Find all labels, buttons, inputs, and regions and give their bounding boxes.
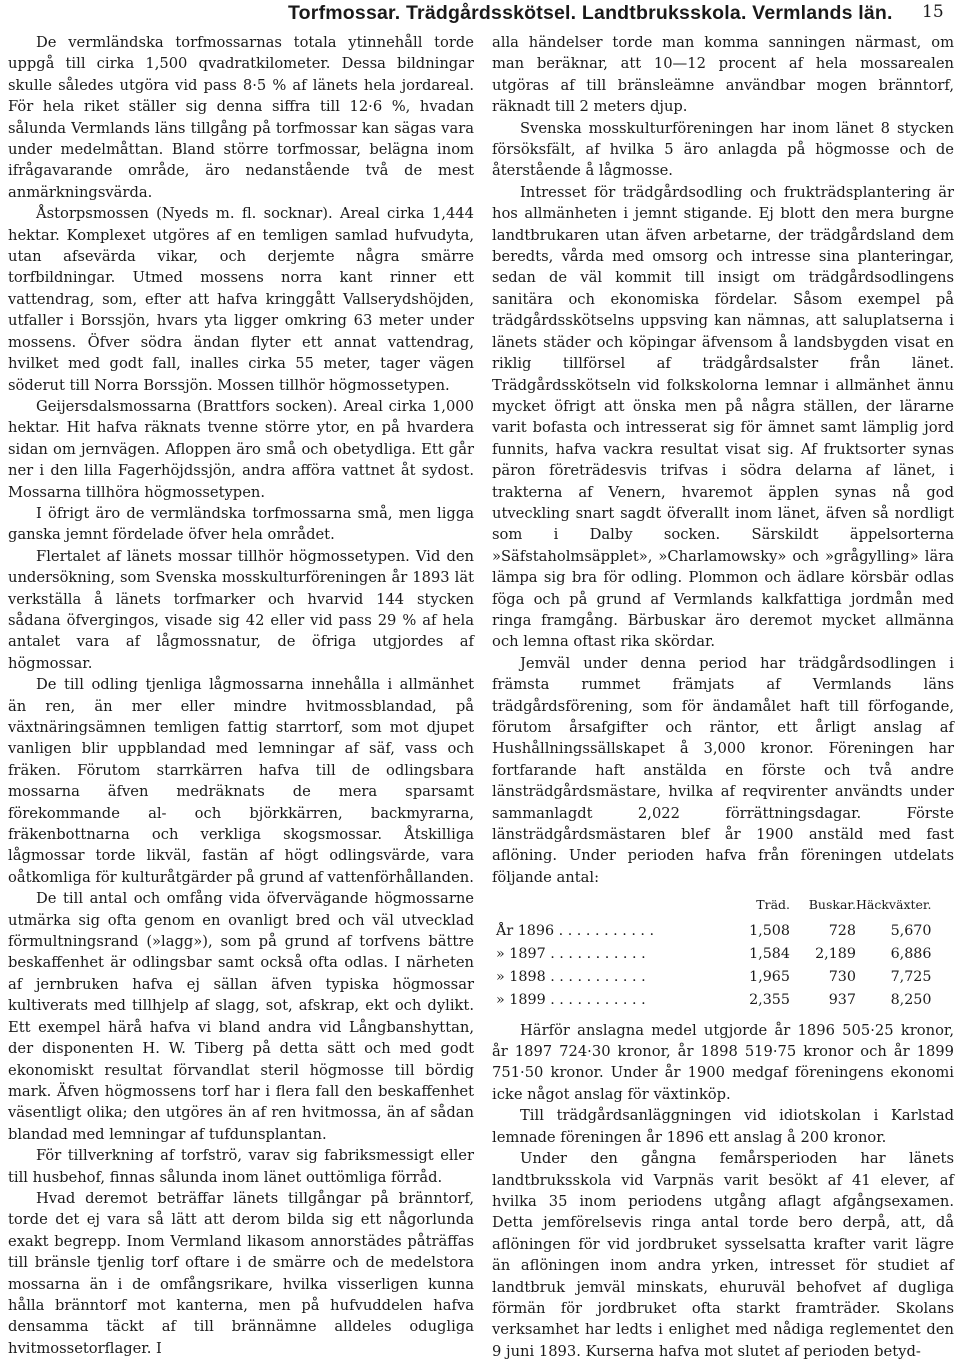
table-cell-year: » 1898 . . . . . . . . . . . [496, 968, 646, 985]
paragraph: Intresset för trädgårdsodling och frukträdsplantering är hos allmänheten i jemnt stigande. Ej blott den mera burgne landtbrukaren utan äfven arbetarne, der trädgårdsland dem beredts, vårda med omsorg och intresse sina planteringar, sedan de väl kommit till insigt om trädgårdsodlingens sanitära och ekonomiska fördelar. Såsom exempel på trädgårdsskötselns uppsving kan nämnas, att saluplatserna i länets städer och köpingar äfvensom å landsbygden visat en riklig tillförsel af trädgårdsalster från länet. Trädgårdsskötseln vid folkskolorna lemnar i allmänhet ännu mycket öfrigt att önska men på några ställen, der lärarne varit bofasta och intresserat sig för ämnet samt lämplig jord funnits, hafva vackra resultat visat sig. Af fruktsorter synas päron företrädesvis trifvas i södra delarna af länet, i trakterna af Venern, hvaremot äpplen synas nå god utveckling snart sagdt öfverallt inom länet, äfven så nordligt som i Dalby socken. Särskildt äppelsorterna »Säfstaholmsäpplet», »Charlamowsky» och »grågylling» lära lämpa sig bra för odling. Plommon och ädlare körsbär odlas föga och på grund af Vermlands kalkfattiga jordmån med ringa framgång. Bärbuskar äro deremot mycket allmänna och lemna oftast rika skördar. [492, 183, 954, 651]
table-header-row [496, 894, 932, 919]
table-row [496, 989, 932, 1012]
table-cell-year: » 1897 . . . . . . . . . . . [496, 945, 646, 962]
table-cell: 728 [828, 922, 856, 939]
paragraph: De vermländska torfmossarnas totala ytinnehåll torde uppgå till cirka 1,500 qvadratkilometer. Dessa bildningar skulle således utgöra vid pass 8·5 % af länets hela jordareal. För hela riket ställer sig denna siffra till 12·6 %, hvadan sålunda Vermlands läns tillgång på torfmossar kan sägas vara under medelmåttan. Bland större torfmossar, belägna inom ifrågavarande område, äro nedanstående två de mest anmärkningsvärda. [8, 34, 474, 201]
table-header [496, 894, 732, 919]
table-row [496, 943, 932, 966]
table-row [496, 920, 932, 943]
table-header: Häckväxter. [856, 897, 932, 913]
table-cell: 1,584 [749, 945, 790, 962]
table-cell: 6,886 [890, 945, 932, 962]
table-cell-year: » 1899 . . . . . . . . . . . [496, 991, 646, 1008]
table-cell: 5,670 [890, 922, 932, 939]
paragraph: De till odling tjenliga lågmossarna innehålla i allmänhet än ren, än mer eller mindre hvitmossblandad, på växtnäringsämnen temligen fattig starrtorf, som mot djupet vanligen blir uppblandad med lemningar af säf, vass och fräken. Förutom starrkärren hafva till de odlingsbara mossarna äfven medräknats de mera sparsamt förekommande al- och björkkärren, backmyrarna, fräkenbottnarna och verkliga skogsmossar. Åtskilliga lågmossar torde likväl, fastän af högt odlingsvärde, vara oåtkomliga för kulturåtgärder på grund af vattenförhållanden. [8, 676, 474, 886]
paragraph: Jemväl under denna period har trädgårdsodlingen i främsta rummet främjats af Vermlands läns trädgårdsförening, som för ändamålet haft till förfogande, förutom årsafgifter och räntor, ett årligt anslag af Hushållningssällskapet å 3,000 kronor. Föreningen har fortfarande haft anstälda en förste och två andre länsträdgårdsmästare, hvilka af reqvirenter användts under sammanlagdt 2,022 förrättningsdagar. Förste länsträdgårdsmästaren blef år 1900 anstäld med fast aflöning. Under perioden hafva från föreningen utdelats följande antal: [492, 654, 954, 886]
paragraph: alla händelser torde man komma sanningen närmast, om man beräknar, att 10—12 procent af hela mossarealen utgöras af till bränsleämne användbar mogen bränntorf, räknadt till 2 meters djup. [492, 34, 954, 116]
table-header: Träd. [756, 897, 790, 913]
table-cell: 730 [828, 968, 856, 985]
right-column [492, 32, 954, 1362]
table-cell: 2,189 [815, 945, 856, 962]
paragraph: Åstorpsmossen (Nyeds m. fl. socknar). Areal cirka 1,444 hektar. Komplexet utgöres af en temligen samlad hufvudyta, utan afsevärda vikar, och derjemte några smärre torfbildningar. Utmed mossens norra kant rinner ett vattendrag, som, efter att hafva kringgått Vallserydshöjden, utfaller i Borssjön, hvars yta ligger omkring 63 meter under mossens. Öfver södra ändan flyter ett annat vattendrag, hvilket med godt fall, inalles cirka 55 meter, tager vägen söderut till Norra Borssjön. Mossen tillhör högmossetypen. [8, 205, 474, 394]
table-cell: 7,725 [890, 968, 932, 985]
paragraph: De till antal och omfång vida öfvervägande högmossarne utmärka sig ofta genom en ovanligt bred och väl utvecklad förmultningsrand (»lagg»), som på grund af torfvens bättre beskaffenhet är odlingsbar samt också ofta odlas. I närheten af jernbruken hafva ej sällan äfven typiska högmossar kultiverats med tillhjelp af slagg, sot, afskrap, ekt och dylikt. Ett exempel härå hafva vi bland andra vid Långbanshyttan, der disponenten H. W. Tiberg på detta sätt och med godt ekonomiskt resultat förvandlat steril högmosse till bördig mark. Äfven högmossens torf har i flera fall den beskaffenhet väsentligt olika; den utgöres än af ren hvitmossa, än af sådan blandad med lemningar af tufdunsplantan. [8, 890, 474, 1143]
table-cell-year: År 1896 . . . . . . . . . . . [496, 922, 655, 939]
paragraph: Till trädgårdsanläggningen vid idiotskolan i Karlstad lemnade föreningen år 1896 ett anslag å 200 kronor. [492, 1107, 954, 1146]
paragraph: För tillverkning af torfströ, varav sig fabriksmessigt eller till husbehof, finnas sålunda inom länet outtömliga förråd. [8, 1147, 474, 1186]
paragraph: I öfrigt äro de vermländska torfmossarna små, men ligga ganska jemnt fördelade öfver hela området. [8, 504, 474, 544]
distribution-table [496, 894, 932, 1011]
paragraph: Svenska mosskulturföreningen har inom länet 8 stycken försöksfält, af hvilka 5 äro anlagda på högmosse och de återstående å lågmosse. [492, 119, 954, 180]
paragraph: Härför anslagna medel utgjorde år 1896 505·25 kronor, år 1897 724·30 kronor, år 1898 519·75 kronor och år 1899 751·50 kronor. Under år 1900 medgaf föreningens ekonomi icke något anslag för växtinköp. [492, 1021, 954, 1103]
paragraph: Flertalet af länets mossar tillhör högmossetypen. Vid den undersökning, som Svenska mosskulturföreningen år 1893 lät verkställa å länets torfmarker och hvarvid 144 stycken sådana öfvergingos, visade sig 42 eller vid pass 29 % af hela antalet vara af lågmossnatur, de öfriga utgjordes af högmossar. [8, 547, 474, 672]
header-title: Torfmossar. Trädgårdsskötsel. Landtbruksskola. Vermlands län. [288, 2, 893, 24]
table-header: Buskar. [808, 897, 856, 913]
table-cell: 8,250 [890, 991, 932, 1008]
page-number: 15 [922, 2, 944, 22]
left-column [8, 32, 474, 1359]
table-cell: 1,965 [749, 968, 790, 985]
table-cell: 937 [828, 991, 856, 1008]
paragraph: Hvad deremot beträffar länets tillgångar på bränntorf, torde det ej vara så lätt att derom bilda sig ett någorlunda exakt begrepp. Inom Vermland likasom annorstädes påträffas till bränsle tjenlig torf oftare i de smärre och de medelstora mossarna än i de omfångsrikare, hvilka visserligen kunna hålla bränntorf mot kanterna, men på hufvuddelen hafva densamma täckt af till brännämne alldeles odugliga hvitmossetorflager. I [8, 1189, 474, 1357]
table-row [496, 966, 932, 989]
paragraph: Under den gångna femårsperioden har länets landtbruksskola vid Varpnäs varit besökt af 41 elever, af hvilka 35 inom periodens utgång aflagt afgångsexamen. Detta jemförelsevis ringa antal torde bero derpå, att, då aflöningen för vid jordbruket sysselsatta krafter varit lägre än aflöningen inom andra yrken, intresset för studiet af landtbruk jemväl minskats, ehuruväl behofvet af dugliga förmän för jordbruket ofta starkt framträder. Skolans verksamhet har ledts i enlighet med nådiga reglementet den 9 juni 1893. Kurserna hafva mot slutet af perioden betyd- [492, 1150, 954, 1360]
paragraph: Geijersdalsmossarna (Brattfors socken). Areal cirka 1,000 hektar. Hit hafva räknats tvenne större ytor, en på hvardera sidan om jernvägen. Afloppen äro små och obetydliga. Ett går ner i den lilla Fagerhöjdssjön, andra afföra vattnet åt sydost. Mossarna tillhöra högmossetypen. [8, 397, 474, 501]
table-cell: 1,508 [749, 922, 790, 939]
table-cell: 2,355 [749, 991, 790, 1008]
running-header [0, 0, 960, 28]
